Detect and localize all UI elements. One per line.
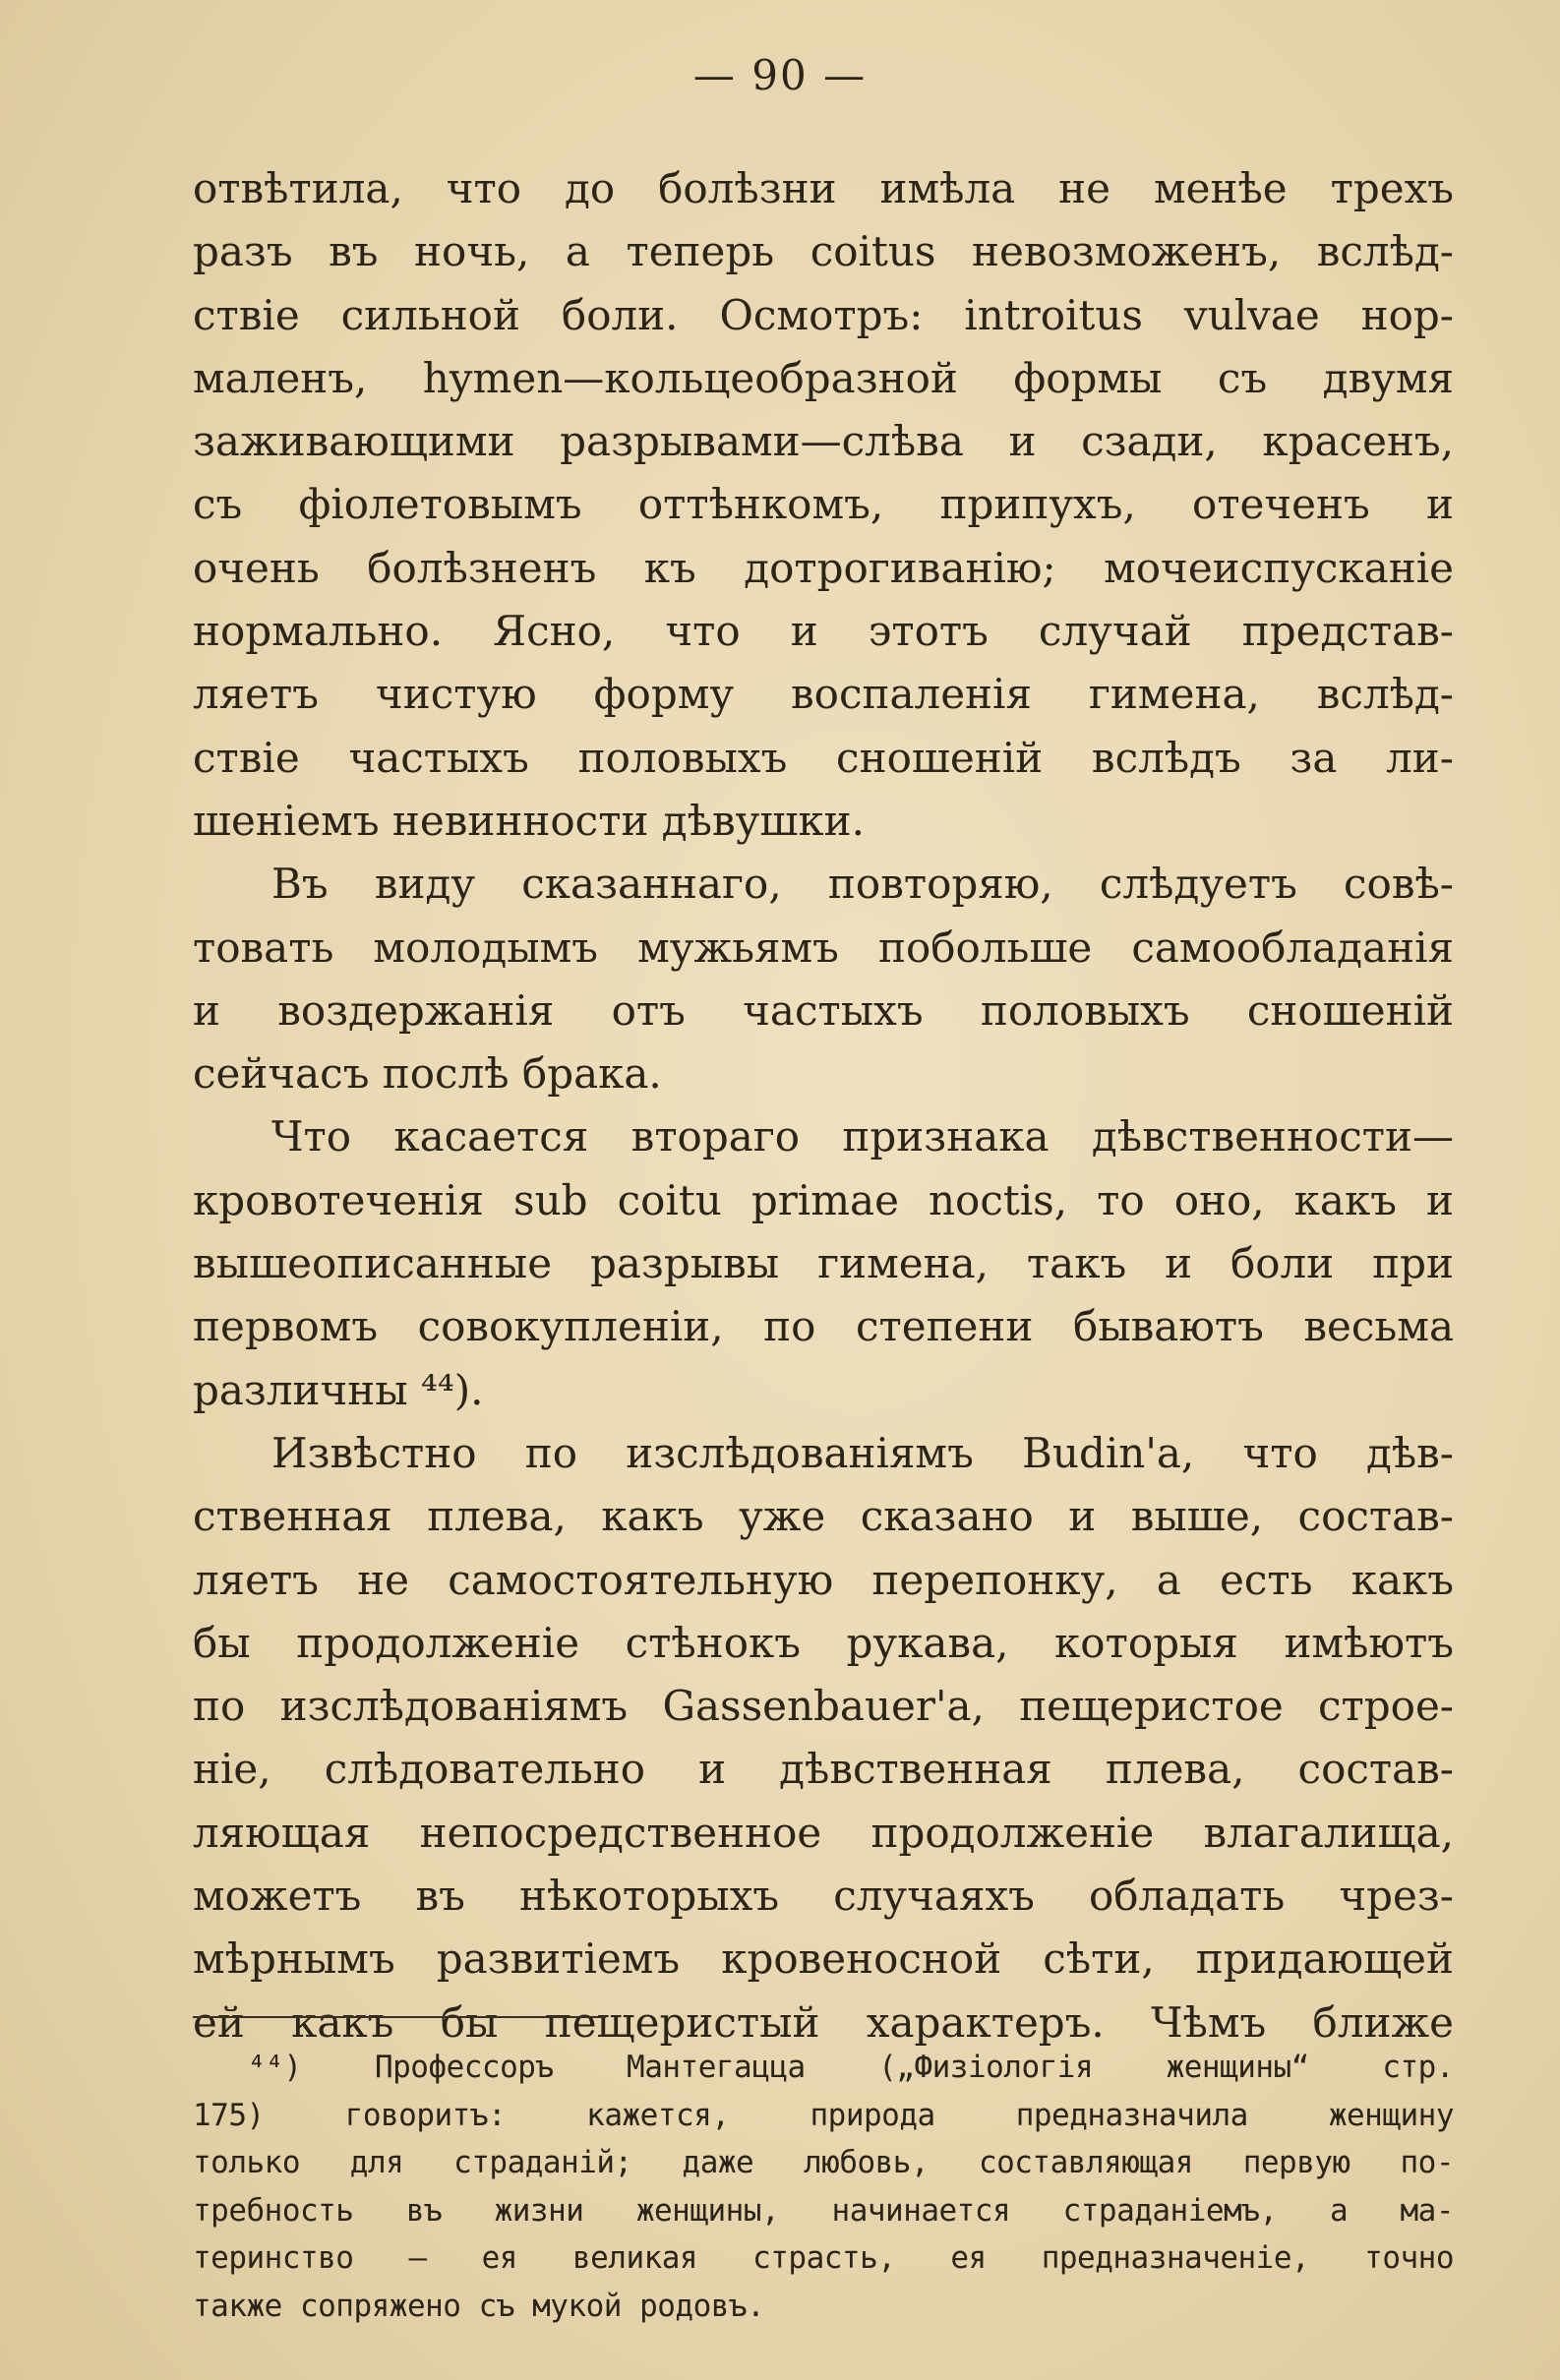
footnote-line: 175) говоритъ: кажется, природа предназначила женщину [193, 2097, 1454, 2133]
text-line: очень болѣзненъ къ дотрогиванію; мочеиспусканіе [193, 543, 1454, 592]
text-line: шеніемъ невинности дѣвушки. [193, 796, 865, 845]
text-line: отвѣтила, что до болѣзни имѣла не менѣе трехъ [193, 164, 1454, 212]
text-line: кровотеченія sub coitu primae noctis, то оно, какъ и [193, 1175, 1454, 1224]
text-line: мѣрнымъ развитіемъ кровеносной сѣти, придающей [193, 1934, 1454, 1984]
footnote-line: также сопряжено съ мукой родовъ. [193, 2288, 765, 2324]
text-line: различны ⁴⁴). [193, 1365, 484, 1414]
text-line: и воздержанія отъ частыхъ половыхъ сношеній [193, 985, 1454, 1035]
text-line: ствіе сильной боли. Осмотръ: introitus vulvae нор- [193, 290, 1454, 339]
text-line: по изслѣдованіямъ Gassenbauer'a, пещеристое строе- [193, 1682, 1454, 1731]
text-line: Въ виду сказаннаго, повторяю, слѣдуетъ совѣ- [271, 860, 1454, 909]
footnote-line: требность въ жизни женщины, начинается страданіемъ, а ма- [193, 2192, 1454, 2229]
text-line: сейчасъ послѣ брака. [193, 1049, 662, 1099]
text-line: съ фіолетовымъ оттѣнкомъ, припухъ, отеченъ и [193, 480, 1454, 529]
text-line: Извѣстно по изслѣдованіямъ Budin'a, что дѣв- [271, 1428, 1454, 1477]
text-line: ляющая непосредственное продолженіе влагалища, [193, 1808, 1454, 1857]
text-line: маленъ, hymen—кольцеобразной формы съ двумя [193, 353, 1454, 402]
text-line: вышеописанные разрывы гимена, такъ и боли при [193, 1239, 1454, 1288]
page-number: — 90 — [692, 51, 868, 99]
text-line: бы продолженіе стѣнокъ рукава, которыя имѣютъ [193, 1618, 1454, 1667]
footnote-divider [193, 2016, 606, 2018]
text-line: нормально. Ясно, что и этотъ случай представ- [193, 607, 1454, 656]
text-line: товать молодымъ мужьямъ побольше самообладанія [193, 922, 1454, 972]
body-text [193, 157, 1454, 2054]
text-line: Что касается втораго признака дѣвственности— [271, 1112, 1454, 1161]
text-line: ствіе частыхъ половыхъ сношеній вслѣдъ за ли- [193, 733, 1454, 782]
text-line: можетъ въ нѣкоторыхъ случаяхъ обладать чрез- [193, 1872, 1454, 1921]
footnote [193, 2044, 1454, 2331]
text-line: разъ въ ночь, а теперь coitus невозможенъ, вслѣд- [193, 227, 1454, 276]
text-line: ей какъ бы пещеристый характеръ. Чѣмъ ближе [193, 1997, 1454, 2047]
text-line: первомъ совокупленіи, по степени бываютъ весьма [193, 1302, 1454, 1351]
text-line: ственная плева, какъ уже сказано и выше, состав- [193, 1492, 1454, 1541]
footnote-line: ⁴⁴) Профессоръ Мантегацца („Физіологія женщины“ стр. [248, 2050, 1454, 2085]
footnote-line: только для страданій; даже любовь, составляющая первую по- [193, 2145, 1454, 2181]
text-line: заживающими разрывами—слѣва и сзади, красенъ, [193, 417, 1454, 466]
text-line: ляетъ не самостоятельную перепонку, а есть какъ [193, 1555, 1454, 1604]
footnote-line: теринство — ея великая страсть, ея предназначеніе, точно [193, 2240, 1454, 2277]
text-line: ляетъ чистую форму воспаленія гимена, вслѣд- [193, 670, 1454, 719]
text-line: ніе, слѣдовательно и дѣвственная плева, состав- [193, 1745, 1454, 1794]
